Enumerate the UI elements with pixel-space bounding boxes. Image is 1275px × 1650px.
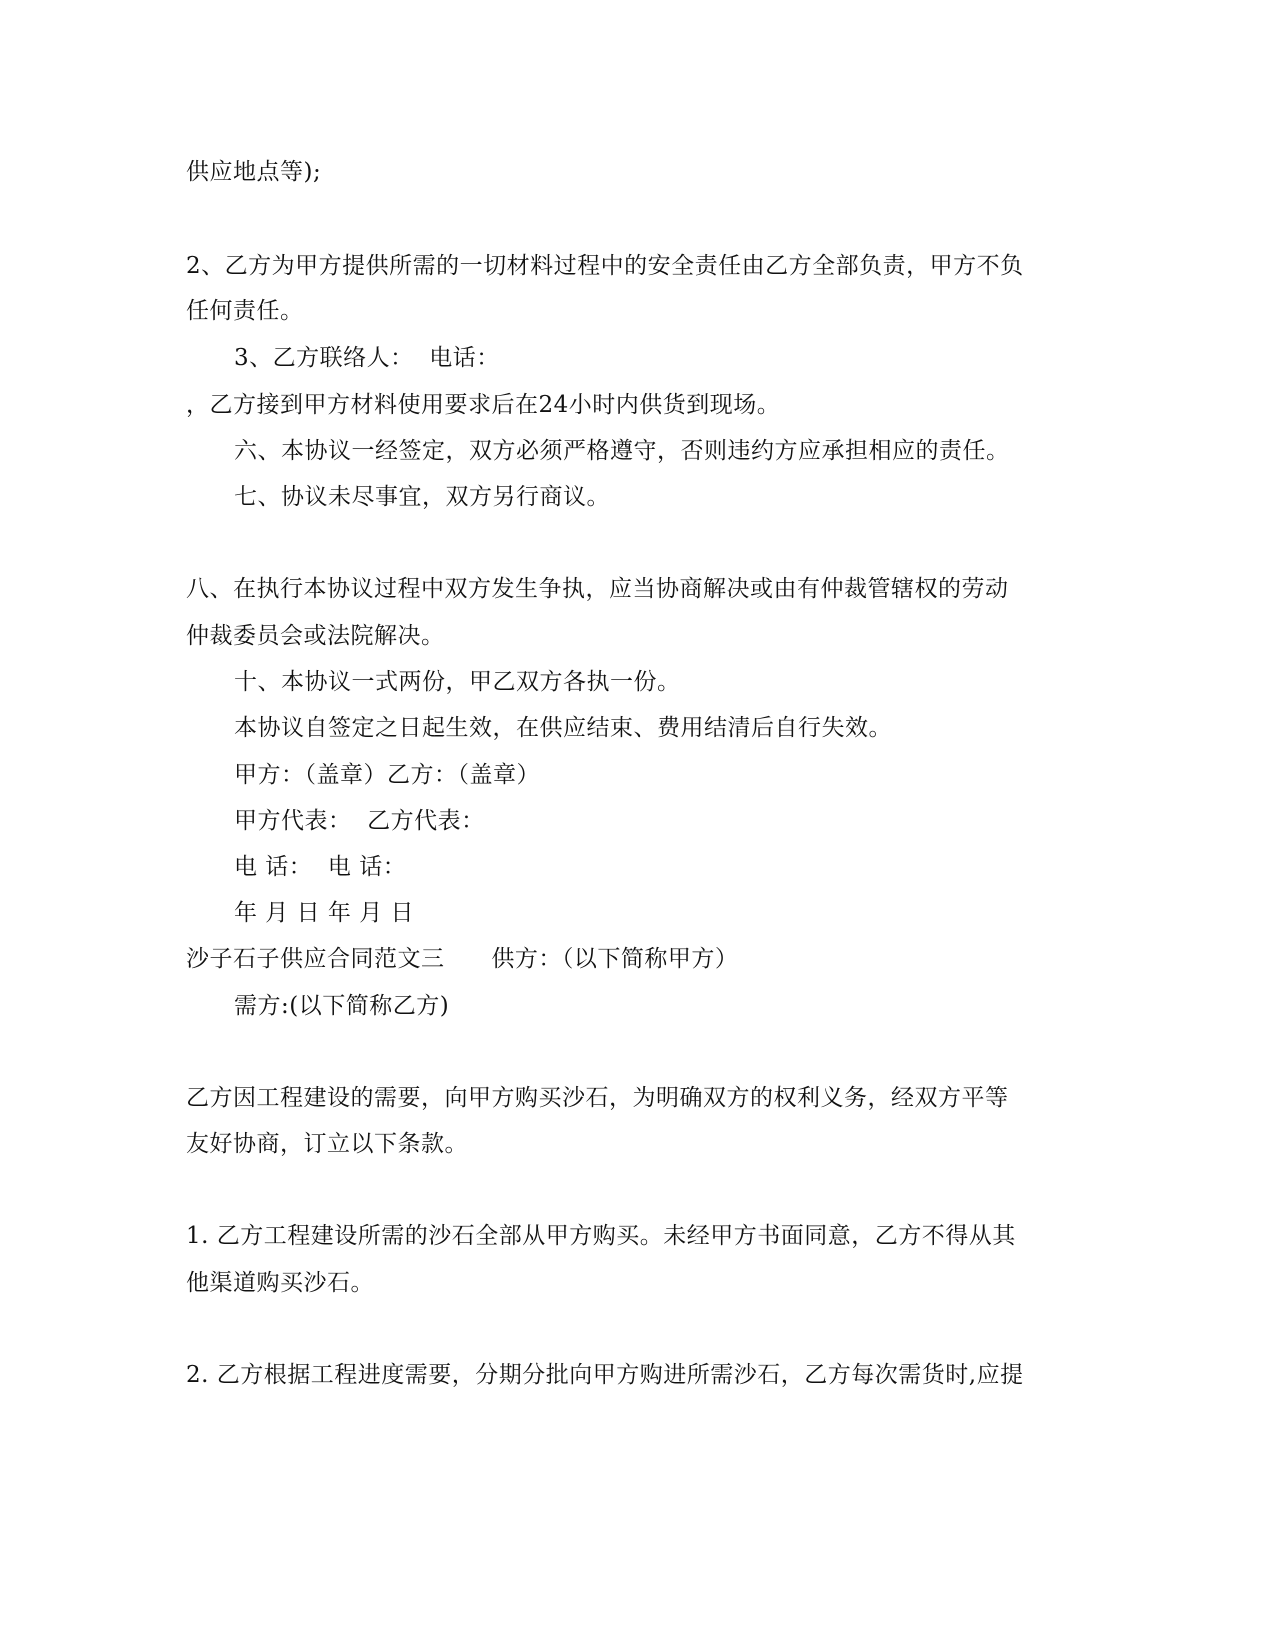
text-line: 八、在执行本协议过程中双方发生争执，应当协商解决或由有仲裁管辖权的劳动	[186, 576, 1009, 602]
text-line: 本协议自签定之日起生效，在供应结束、费用结清后自行失效。	[234, 715, 892, 741]
text-line: ，乙方接到甲方材料使用要求后在24小时内供货到现场。	[186, 392, 781, 418]
text-line: 1. 乙方工程建设所需的沙石全部从甲方购买。未经甲方书面同意，乙方不得从其	[186, 1223, 1016, 1249]
text-line: 六、本协议一经签定，双方必须严格遵守，否则违约方应承担相应的责任。	[234, 438, 1010, 464]
text-line: 沙子石子供应合同范文三 供方：（以下简称甲方）	[186, 946, 739, 972]
text-line: 供应地点等);	[186, 159, 322, 185]
text-line: 甲方代表： 乙方代表：	[234, 808, 485, 834]
text-line: 3、乙方联络人： 电话：	[234, 345, 500, 371]
text-line: 2、乙方为甲方提供所需的一切材料过程中的安全责任由乙方全部负责，甲方不负	[186, 253, 1024, 279]
text-line: 需方:(以下简称乙方)	[234, 993, 450, 1019]
text-line: 他渠道购买沙石。	[186, 1270, 374, 1296]
text-line: 乙方因工程建设的需要，向甲方购买沙石，为明确双方的权利义务，经双方平等	[186, 1085, 1009, 1111]
text-line: 2. 乙方根据工程进度需要，分期分批向甲方购进所需沙石，乙方每次需货时,应提	[186, 1362, 1024, 1388]
text-line: 十、本协议一式两份，甲乙双方各执一份。	[234, 669, 681, 695]
text-line: 七、协议未尽事宜，双方另行商议。	[234, 484, 610, 510]
text-line: 友好协商，订立以下条款。	[186, 1131, 468, 1157]
text-line: 仲裁委员会或法院解决。	[186, 623, 445, 649]
text-line: 年 月 日 年 月 日	[234, 900, 415, 926]
text-line: 甲方：（盖章）乙方：（盖章）	[234, 762, 540, 788]
text-line: 电 话： 电 话：	[234, 854, 407, 880]
text-line: 任何责任。	[186, 298, 304, 324]
